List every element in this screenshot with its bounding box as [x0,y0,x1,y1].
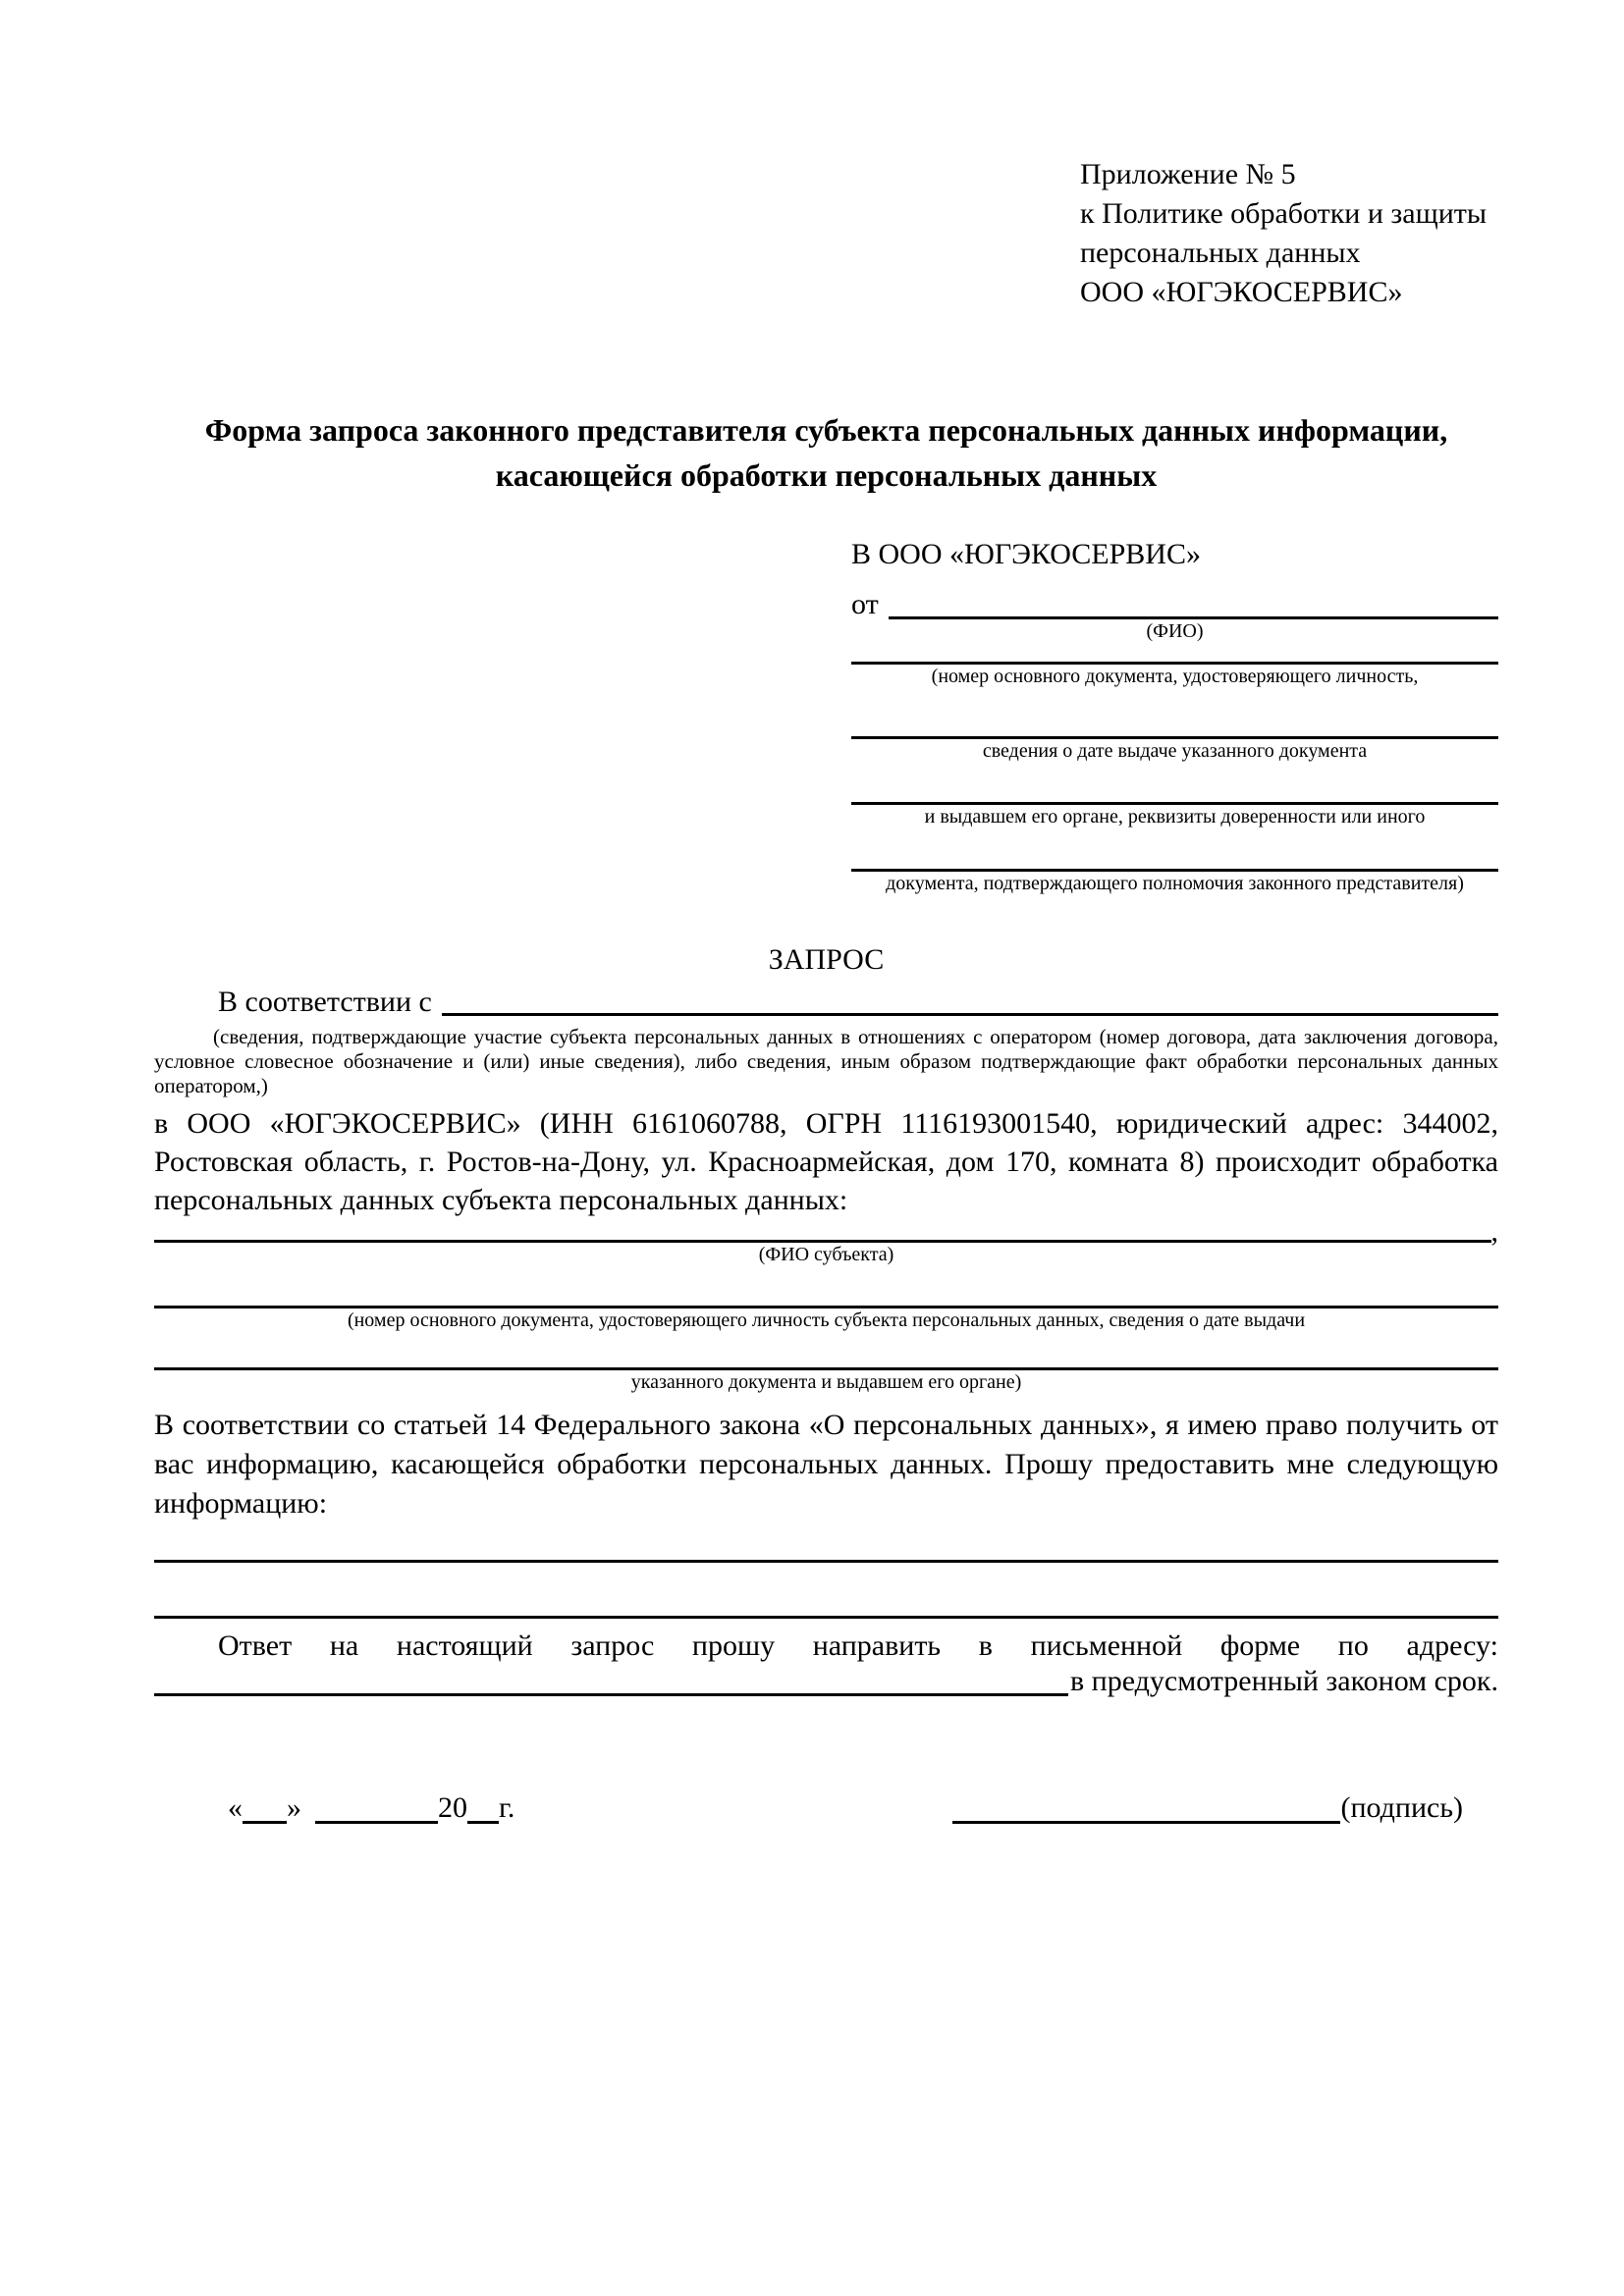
request-heading: ЗАПРОС [768,943,885,976]
subject-fio-blank-row [154,1215,1498,1248]
signature-group [952,1792,1463,1824]
representative-doc-blank-line-2 [851,689,1498,739]
intro-blank-line [442,1013,1498,1016]
annex-line-1: Приложение № 5 [1080,158,1296,190]
subject-doc-caption-2: указанного документа и выдавшем его органе) [630,1371,1022,1393]
representative-doc-blank-line-4 [851,829,1498,872]
intro-caption: (сведения, подтверждающие участие субъекта персональных данных в отношениях с оператором (номер договора, дата заключения договора, условное словесное обозначение и (или) иные сведения), либо сведения, иным образом подтверждающие факт обработки персональных данных оператором,) [154,1025,1498,1097]
form-title: Форма запроса законного представителя субъекта персональных данных информации, касающейся обработки персональных данных [204,412,1448,493]
date-open-quote: « [228,1791,243,1824]
annex-line-2: к Политике обработки и защиты [1080,197,1488,230]
from-label: от [851,588,879,620]
date-month-blank-line [315,1794,438,1824]
representative-doc-blank-line-3 [851,764,1498,805]
operator-paragraph: в ООО «ЮГЭКОСЕРВИС» (ИНН 6161060788, ОГРН 1116193001540, юридический адрес: 344002, Ростовская область, г. Ростов-на-Дону, ул. Красноармейская, дом 170, комната 8) происходит обработка персональных данных субъекта персональных данных: [154,1107,1498,1216]
representative-doc-caption-3: и выдавшем его органе, реквизиты доверенности или иного [924,806,1426,828]
subject-fio-caption: (ФИО субъекта) [758,1244,894,1265]
comma-after-blank: , [1490,1215,1498,1248]
from-row [851,586,1498,619]
signature-caption: (подпись) [1340,1791,1463,1824]
law-paragraph: В соответствии со статьей 14 Федерального закона «О персональных данных», я имею право получить от вас информацию, касающейся обработки персональных данных. Прошу предоставить мне следующую информацию: [154,1409,1498,1520]
date-year-blank-line [467,1794,499,1824]
answer-sentence-tail: в предусмотренный законом срок. [1070,1665,1498,1697]
answer-address-row [154,1665,1498,1696]
representative-doc-caption-2: сведения о дате выдаче указанного документа [982,740,1368,762]
answer-sentence: Ответ на настоящий запрос прошу направить в письменной форме по адресу: [218,1629,1498,1662]
subject-doc-caption-1: (номер основного документа, удостоверяющего личность субъекта персональных данных, сведения о дате выдачи [347,1309,1306,1331]
intro-row [154,987,1498,1016]
date-close-quote: » [287,1791,301,1824]
subject-doc-blank-line-1 [154,1267,1498,1308]
subject-doc-blank-line-2 [154,1333,1498,1370]
addressee-organization: В ООО «ЮГЭКОСЕРВИС» [851,538,1201,570]
annex-line-3: персональных данных [1080,237,1361,269]
date-day-blank-line [243,1794,287,1824]
annex-block [1080,155,1498,312]
answer-address-blank-line [154,1693,1068,1696]
representative-doc-blank-line-1 [851,644,1498,665]
footer-row [154,1787,1498,1824]
date-year-prefix: 20 [438,1791,467,1824]
signature-blank-line [952,1794,1340,1824]
date-year-suffix: г. [499,1791,515,1824]
representative-doc-caption-1: (номер основного документа, удостоверяющего личность, [931,666,1419,687]
information-blank-line-2 [154,1563,1498,1619]
representative-doc-caption-4: документа, подтверждающего полномочия законного представителя) [886,873,1464,894]
date-group [228,1792,514,1824]
information-blank-line-1 [154,1523,1498,1563]
fio-caption: (ФИО) [1146,620,1204,642]
annex-line-4: ООО «ЮГЭКОСЕРВИС» [1080,276,1403,308]
intro-label: В соответствии с [218,986,432,1018]
addressee-block [851,537,1498,896]
